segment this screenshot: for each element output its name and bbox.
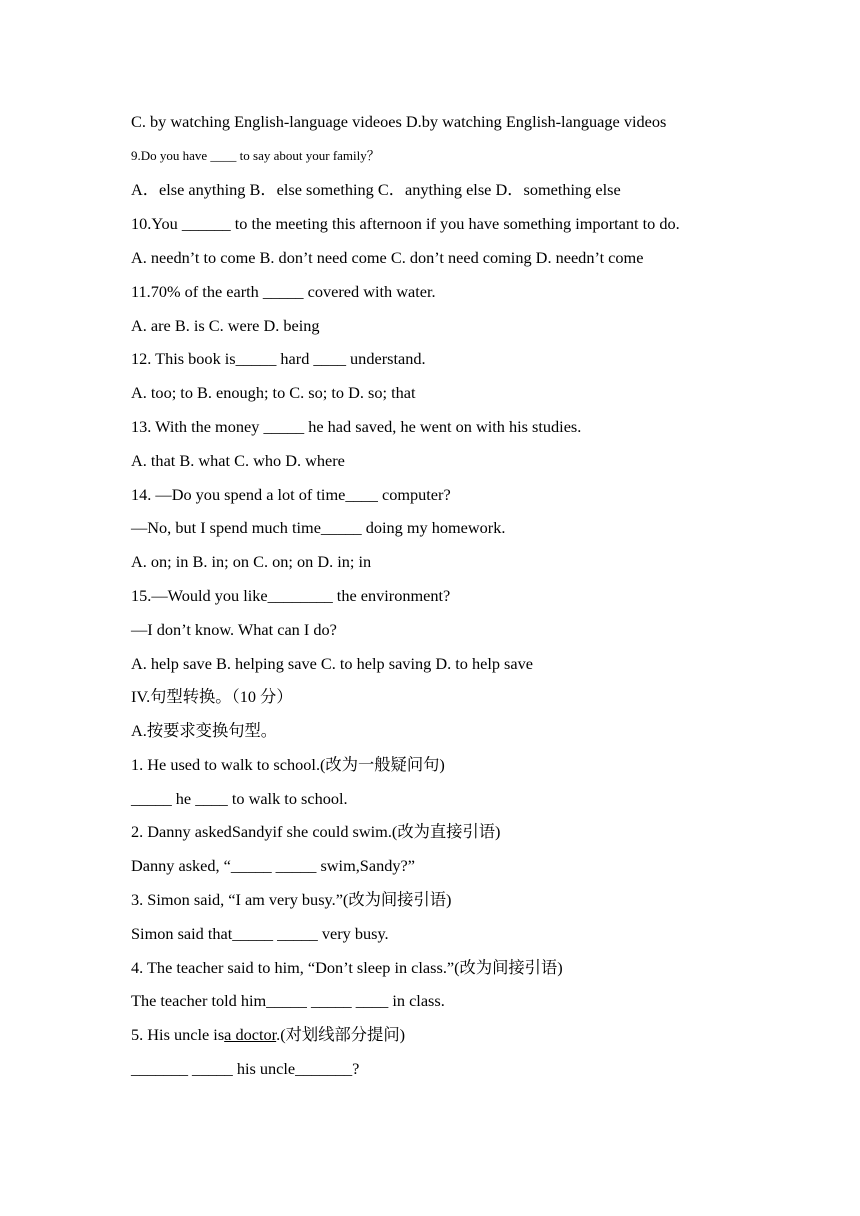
t2-answer: Danny asked, “_____ _____ swim,Sandy?” [131, 856, 415, 875]
q9-options: A．else anything B．else something C．anything else D．something else [131, 180, 621, 199]
q12-stem: 12. This book is_____ hard ____ understand. [131, 349, 426, 368]
q10-stem: 10.You ______ to the meeting this afternoon if you have something important to do. [131, 214, 680, 233]
t5-answer: _______ _____ his uncle_______? [131, 1059, 360, 1078]
t1-answer: _____ he ____ to walk to school. [131, 789, 348, 808]
section-iv-heading: IV.句型转换。（10 分） [131, 687, 293, 706]
q15-options: A. help save B. helping save C. to help saving D. to help save [131, 654, 533, 673]
q14-stem: 14. —Do you spend a lot of time____ computer? [131, 485, 451, 504]
q8-option-cd: C. by watching English-language videoes D.by watching English-language videos [131, 112, 667, 131]
q11-stem: 11.70% of the earth _____ covered with water. [131, 282, 436, 301]
q15-stem: 15.—Would you like________ the environment? [131, 586, 451, 605]
q14-options: A. on; in B. in; on C. on; on D. in; in [131, 552, 372, 571]
t5-prefix: 5. His uncle is [131, 1025, 225, 1044]
q13-options: A. that B. what C. who D. where [131, 451, 345, 470]
t3-stem: 3. Simon said, “I am very busy.”(改为间接引语) [131, 890, 452, 909]
q11-options: A. are B. is C. were D. being [131, 316, 320, 335]
q14-reply: —No, but I spend much time_____ doing my homework. [131, 518, 506, 537]
t2-stem: 2. Danny askedSandyif she could swim.(改为直接引语) [131, 822, 501, 841]
t4-answer: The teacher told him_____ _____ ____ in class. [131, 991, 445, 1010]
q9-stem: 9.Do you have ____ to say about your family？ [131, 148, 380, 163]
q12-options: A. too; to B. enough; to C. so; to D. so; that [131, 383, 416, 402]
t5-underlined-phrase: a doctor [224, 1025, 277, 1044]
t3-answer: Simon said that_____ _____ very busy. [131, 924, 389, 943]
section-a-heading: A.按要求变换句型。 [131, 721, 278, 740]
t4-stem: 4. The teacher said to him, “Don’t sleep in class.”(改为间接引语) [131, 958, 563, 977]
t1-stem: 1. He used to walk to school.(改为一般疑问句) [131, 755, 445, 774]
q13-stem: 13. With the money _____ he had saved, he went on with his studies. [131, 417, 582, 436]
q10-options: A. needn’t to come B. don’t need come C. don’t need coming D. needn’t come [131, 248, 644, 267]
t5-suffix: .(对划线部分提问) [276, 1025, 406, 1044]
q15-reply: —I don’t know. What can I do? [131, 620, 337, 639]
t5-stem [131, 1025, 405, 1045]
